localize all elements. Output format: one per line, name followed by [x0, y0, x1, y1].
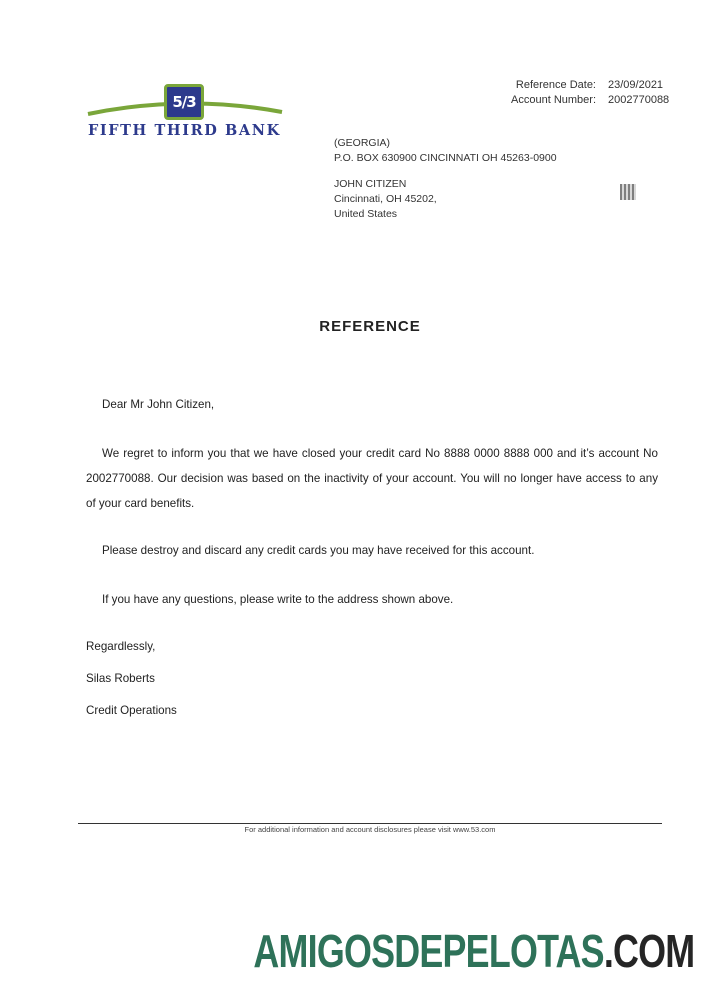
recipient-country: United States — [334, 208, 398, 220]
reference-date-label: Reference Date: — [515, 79, 596, 91]
recipient-name: JOHN CITIZEN — [334, 178, 407, 190]
footer-note: For additional information and account disclosures please visit www.53.com — [244, 825, 496, 834]
bank-logo — [86, 80, 286, 142]
sender-address-line1: (GEORGIA) — [334, 137, 391, 149]
reference-date-value: 23/09/2021 — [608, 79, 664, 91]
account-number-value: 2002770088 — [608, 94, 670, 106]
account-number-label: Account Number: — [511, 94, 596, 106]
bank-name: FIFTH THIRD BANK — [88, 122, 281, 139]
sender-address — [334, 136, 557, 166]
paragraph-1: We regret to inform you that we have closed your credit card No 8888 0000 8888 000 and it’s account No 2002770088. Our decision was based on the inactivity of your account. You will no longer have access to any of your card benefits. — [86, 447, 658, 510]
logo-mark-icon: 5/3 — [164, 84, 204, 120]
paragraph-2: Please destroy and discard any credit cards you may have received for this account. — [102, 544, 535, 557]
recipient-city: Cincinnati, OH 45202, — [334, 193, 437, 205]
watermark-tld: .COM — [603, 925, 694, 977]
closing: Regardlessly, — [86, 640, 156, 653]
watermark — [253, 924, 694, 978]
signer-name: Silas Roberts — [86, 672, 155, 685]
qr-code-icon — [620, 184, 636, 200]
salutation: Dear Mr John Citizen, — [102, 398, 215, 411]
recipient-address — [334, 177, 437, 222]
watermark-main: AMIGOSDEPELOTAS — [252, 925, 604, 977]
letter-title: REFERENCE — [319, 318, 421, 335]
signer-department: Credit Operations — [86, 704, 177, 717]
footer-divider — [78, 823, 662, 824]
reference-block — [498, 78, 669, 108]
sender-address-line2: P.O. BOX 630900 CINCINNATI OH 45263-0900 — [334, 152, 557, 164]
paragraph-3: If you have any questions, please write to the address shown above. — [102, 593, 454, 606]
